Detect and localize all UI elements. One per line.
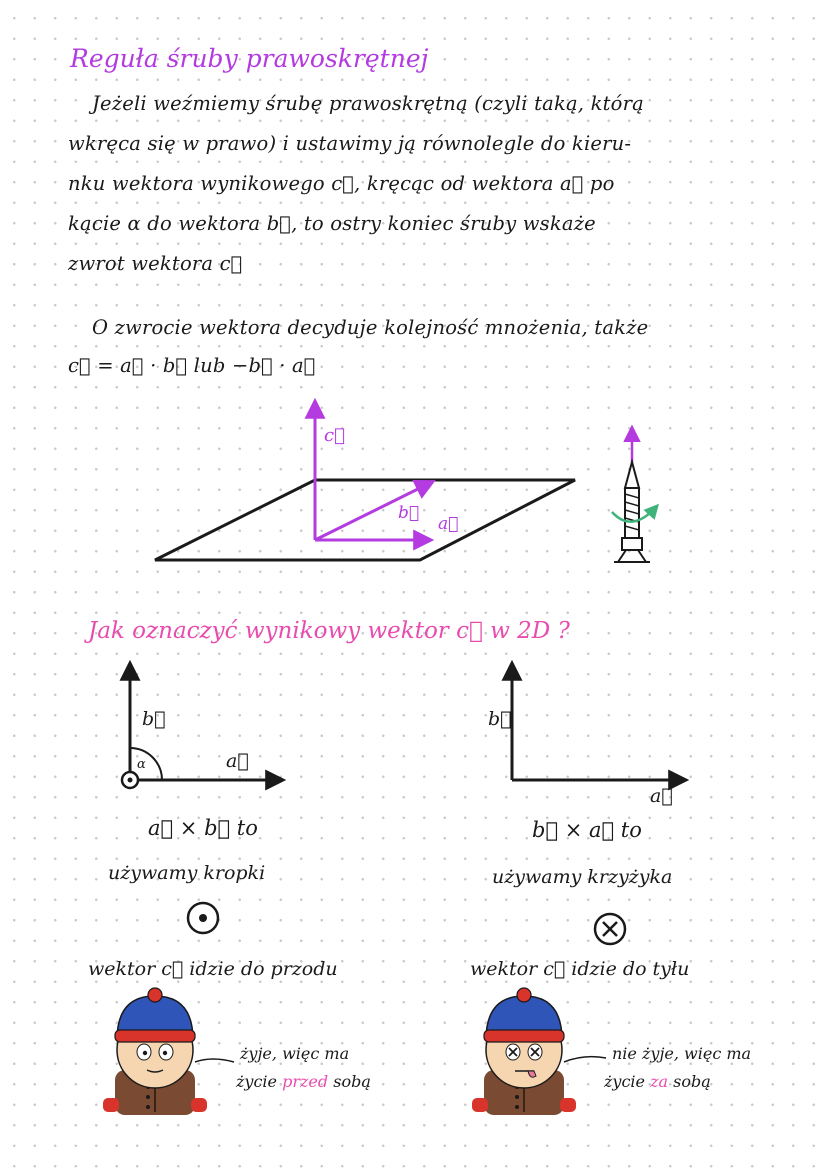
dot-in-circle-icon: [188, 903, 218, 933]
vector-a-label: a⃗: [438, 514, 459, 534]
right-usage-label: używamy krzyżyka: [492, 866, 673, 888]
caption-text: sobą: [668, 1072, 711, 1091]
left-a-label: a⃗: [226, 750, 249, 772]
stan-alive-icon: [103, 988, 234, 1115]
screw-icon: [612, 428, 657, 562]
formula-line: c⃗ = a⃗ · b⃗ lub −b⃗ · a⃗: [68, 354, 316, 377]
paragraph-line: wkręca się w prawo) i ustawimy ją równolegle do kieru-: [68, 132, 632, 155]
right-b-label: b⃗: [488, 708, 512, 730]
caption-text: życie: [604, 1072, 651, 1091]
right-caption-line2: [604, 1072, 711, 1091]
left-caption-line1: żyje, więc ma: [240, 1044, 350, 1063]
left-caption-line2: [236, 1072, 371, 1091]
caption-text: życie: [236, 1072, 283, 1091]
plane: [155, 480, 575, 560]
vector-b-label: b⃗: [398, 503, 420, 523]
left-usage-label: używamy kropki: [108, 862, 266, 884]
right-caption-line1: nie żyje, więc ma: [612, 1044, 752, 1063]
caption-highlight: za: [650, 1072, 669, 1091]
paragraph-line: Jeżeli weźmiemy śrubę prawoskrętną (czyli taką, którą: [92, 92, 644, 115]
paragraph-line: kącie α do wektora b⃗, to ostry koniec śruby wskaże: [68, 212, 596, 235]
caption-text: sobą: [328, 1072, 371, 1091]
left-direction-label: wektor c⃗ idzie do przodu: [88, 958, 338, 980]
paragraph-line: O zwrocie wektora decyduje kolejność mnożenia, także: [92, 316, 649, 339]
left-b-label: b⃗: [142, 708, 166, 730]
stan-dead-icon: [472, 988, 606, 1115]
right-product-label: b⃗ × a⃗ to: [532, 818, 642, 842]
caption-highlight: przed: [282, 1072, 329, 1091]
paragraph-line: nku wektora wynikowego c⃗, kręcąc od wektora a⃗ po: [68, 172, 615, 195]
left-product-label: a⃗ × b⃗ to: [148, 816, 258, 840]
cross-in-circle-icon: [595, 914, 625, 944]
paragraph-line: zwrot wektora c⃗: [68, 252, 243, 275]
right-a-label: a⃗: [650, 785, 673, 807]
left-alpha-label: α: [137, 757, 146, 772]
page-title: Reguła śruby prawoskrętnej: [70, 44, 429, 73]
right-direction-label: wektor c⃗ idzie do tyłu: [470, 958, 690, 980]
vector-c-label: c⃗: [324, 425, 345, 446]
section-heading: Jak oznaczyć wynikowy wektor c⃗ w 2D ?: [88, 618, 570, 644]
